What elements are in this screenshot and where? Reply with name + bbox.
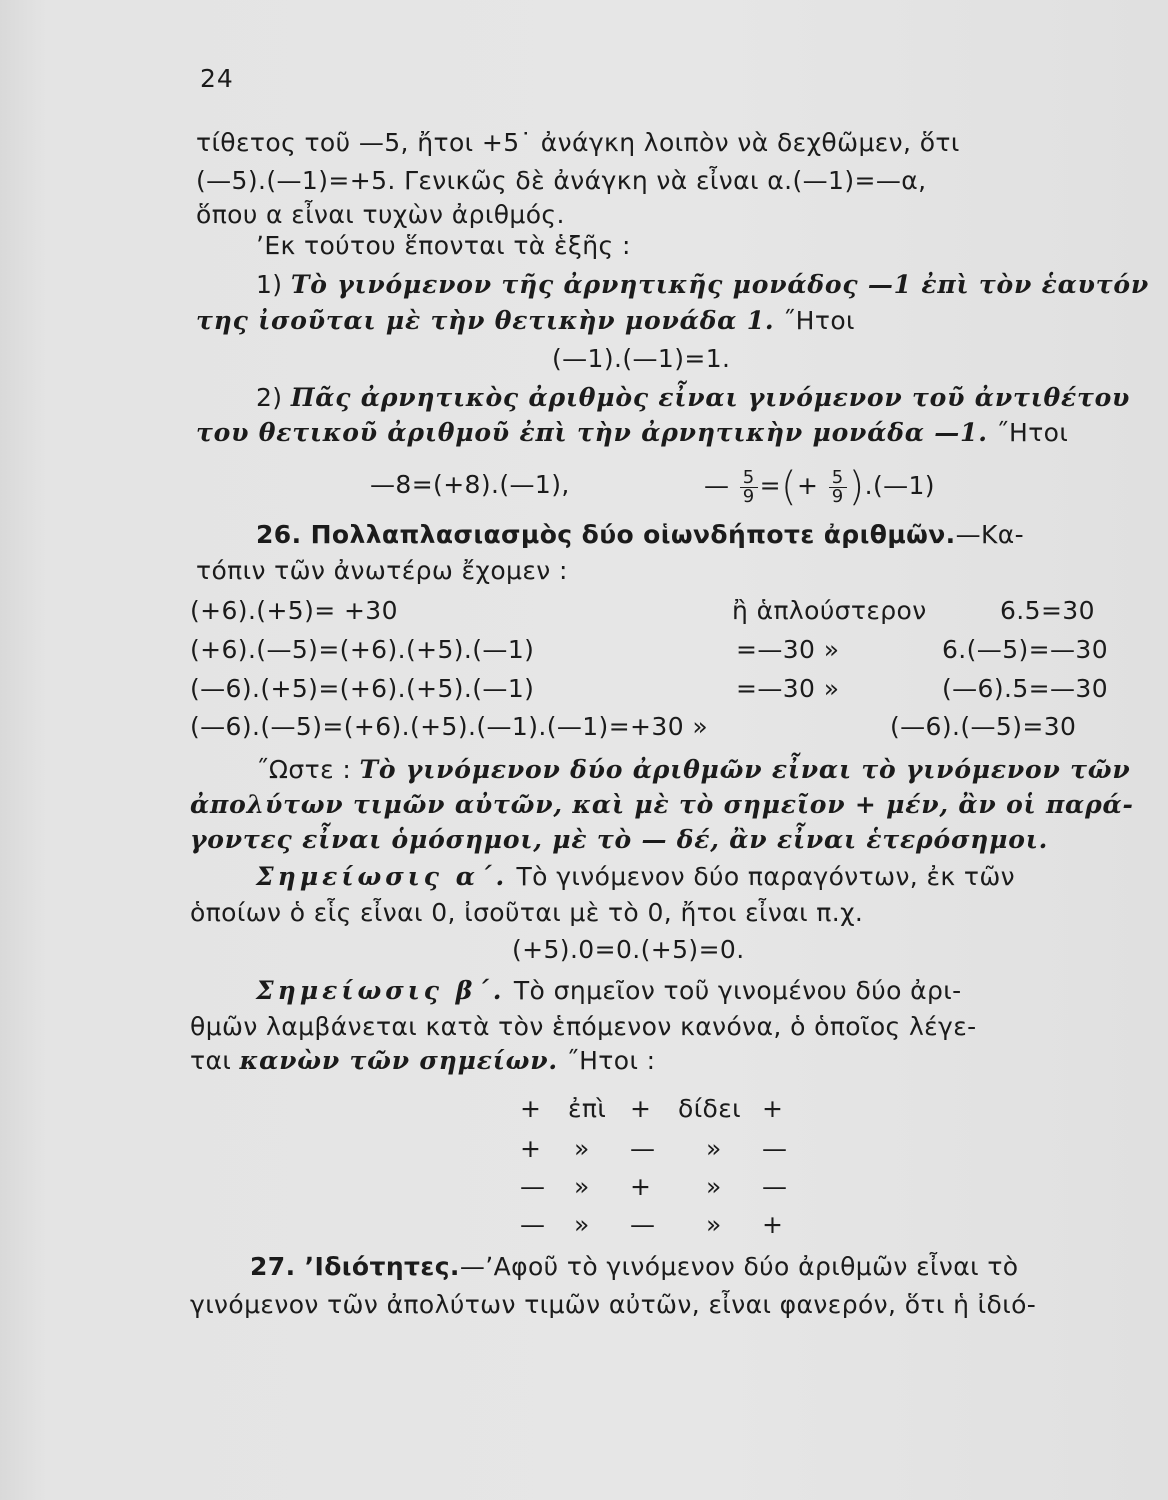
minus-sign: — [704, 471, 730, 500]
note-a-cont: ὁποίων ὁ εἷς εἶναι 0, ἰσοῦται μὲ τὸ 0, ἤτοι εἶναι π.χ. [190, 898, 864, 927]
fraction [740, 466, 758, 507]
section-text: —ʼΑφοῦ τὸ γινόμενον δύο ἀριθμῶν εἶναι τὸ [459, 1252, 1019, 1281]
equals-sign: = [759, 471, 781, 500]
section-text: —Κα- [955, 520, 1025, 549]
sign-cell: — [630, 1134, 656, 1163]
sign-cell: ἐπὶ [568, 1094, 607, 1123]
table-left: (—6).(—5)=(+6).(+5).(—1).(—1)=+30 » [190, 712, 709, 741]
paren-open: ( [780, 464, 797, 510]
fraction-numerator: 5 [829, 469, 847, 488]
sign-cell: + [520, 1094, 542, 1123]
text-line: ʼΕκ τούτου ἕπονται τὰ ἑξῆς : [256, 231, 631, 260]
table-mid: =—30 » [736, 674, 840, 703]
formula: (+5).0=0.(+5)=0. [512, 935, 745, 964]
conclusion-text: ἀπολύτων τιμῶν αὐτῶν, καὶ μὲ τὸ σημεῖον + μέν, ἂν οἱ παρά- [190, 790, 1134, 819]
rule-1 [256, 270, 1149, 300]
note-b-cont: θμῶν λαμβάνεται κατὰ τὸν ἑπόμενον κανόνα, ὁ ὁποῖος λέγε- [190, 1012, 977, 1041]
sign-cell: + [630, 1094, 652, 1123]
section-27-heading [250, 1252, 1019, 1282]
table-left: (+6).(—5)=(+6).(+5).(—1) [190, 635, 535, 664]
sign-cell: — [762, 1134, 788, 1163]
sign-cell: + [762, 1094, 784, 1123]
fraction-denominator: 9 [831, 485, 844, 507]
text-line: τόπιν τῶν ἀνωτέρω ἔχομεν : [196, 556, 568, 585]
fraction-formula [704, 464, 935, 508]
table-mid: ἢ ἁπλούστερον [732, 596, 927, 625]
formula: (—1).(—1)=1. [552, 344, 731, 373]
note-italic: κανὼν τῶν σημείων. [239, 1046, 558, 1075]
sign-cell: » [706, 1210, 722, 1239]
note-b-cont [190, 1046, 655, 1076]
conclusion-text: γοντες εἶναι ὁμόσημοι, μὲ τὸ — δέ, ἂν εἶναι ἑτερόσημοι. [190, 825, 1049, 854]
rule-number: 2) [256, 383, 291, 412]
note-label: Σημείωσις β΄. [256, 976, 506, 1005]
sign-cell: » [706, 1134, 722, 1163]
rule-number: 1) [256, 270, 291, 299]
sign-cell: » [574, 1210, 590, 1239]
table-right: (—6).5=—30 [942, 674, 1109, 703]
section-26-heading [256, 520, 1024, 550]
rule-text: Τὸ γινόμενον τῆς ἀρνητικῆς μονάδος —1 ἐπὶ τὸν ἑαυτόν [290, 270, 1150, 299]
rule-text: της ἰσοῦται μὲ τὴν θετικὴν μονάδα 1. [196, 306, 775, 335]
sign-cell: + [630, 1172, 652, 1201]
rule-tail: ˝Ητοι [987, 418, 1069, 447]
formula-tail: .(—1) [864, 471, 935, 500]
fraction-numerator: 5 [740, 469, 758, 488]
rule-tail: ˝Ητοι [774, 306, 855, 335]
text-line: γινόμενον τῶν ἀπολύτων τιμῶν αὐτῶν, εἶναι φανερόν, ὅτι ἡ ἰδιό- [190, 1290, 1037, 1319]
sign-cell: + [762, 1210, 784, 1239]
fraction [829, 466, 847, 507]
table-left: (+6).(+5)= +30 [190, 596, 398, 625]
sign-cell: » [574, 1134, 590, 1163]
note-b [256, 976, 962, 1006]
table-right: 6.(—5)=—30 [942, 635, 1109, 664]
conclusion-text: Τὸ γινόμενον δύο ἀριθμῶν εἶναι τὸ γινόμενον τῶν [359, 755, 1131, 784]
conclusion-lead: ˝Ωστε : [256, 755, 360, 784]
page-number: 24 [200, 64, 234, 93]
note-text: ˝Ητοι : [557, 1046, 656, 1075]
rule-1-cont [196, 306, 855, 336]
rule-text: Πᾶς ἀρνητικὸς ἀριθμὸς εἶναι γινόμενον τοῦ ἀντιθέτου [290, 383, 1131, 412]
paren-close: ) [848, 464, 865, 510]
note-label: Σημείωσις α΄. [256, 862, 509, 891]
note-a [256, 862, 1015, 892]
sign-cell: » [706, 1172, 722, 1201]
table-right: 6.5=30 [1000, 596, 1095, 625]
sign-cell: — [630, 1210, 656, 1239]
sign-cell: » [574, 1172, 590, 1201]
table-mid: =—30 » [736, 635, 840, 664]
note-text: Τὸ γινόμενον δύο παραγόντων, ἐκ τῶν [508, 862, 1016, 891]
sign-cell: — [520, 1172, 546, 1201]
sign-cell: δίδει [678, 1094, 742, 1123]
conclusion-line [190, 790, 1134, 820]
conclusion-line [256, 755, 1131, 785]
note-text: Τὸ σημεῖον τοῦ γινομένου δύο ἀρι- [505, 976, 962, 1005]
fraction-denominator: 9 [742, 485, 755, 507]
plus-sign: + [797, 471, 819, 500]
section-title: 27. ʼΙδιότητες. [250, 1252, 460, 1281]
text-line: (—5).(—1)=+5. Γενικῶς δὲ ἀνάγκη νὰ εἶναι α.(—1)=—α, [196, 166, 927, 195]
sign-cell: — [520, 1210, 546, 1239]
note-text: ται [190, 1046, 240, 1075]
rule-2-cont [196, 418, 1068, 448]
table-right: (—6).(—5)=30 [890, 712, 1077, 741]
text-line: τίθετος τοῦ —5, ἤτοι +5˙ ἀνάγκη λοιπὸν νὰ δεχθῶμεν, ὅτι [196, 128, 960, 157]
sign-cell: + [520, 1134, 542, 1163]
sign-cell: — [762, 1172, 788, 1201]
conclusion-line [190, 825, 1048, 855]
rule-text: του θετικοῦ ἀριθμοῦ ἐπὶ τὴν ἀρνητικὴν μονάδα —1. [196, 418, 988, 447]
table-left: (—6).(+5)=(+6).(+5).(—1) [190, 674, 535, 703]
section-title: 26. Πολλαπλασιασμὸς δύο οἱωνδήποτε ἀριθμῶν. [256, 520, 956, 549]
formula: —8=(+8).(—1), [370, 470, 570, 499]
text-line: ὅπου α εἶναι τυχὼν ἀριθμός. [196, 200, 565, 229]
rule-2 [256, 383, 1130, 413]
